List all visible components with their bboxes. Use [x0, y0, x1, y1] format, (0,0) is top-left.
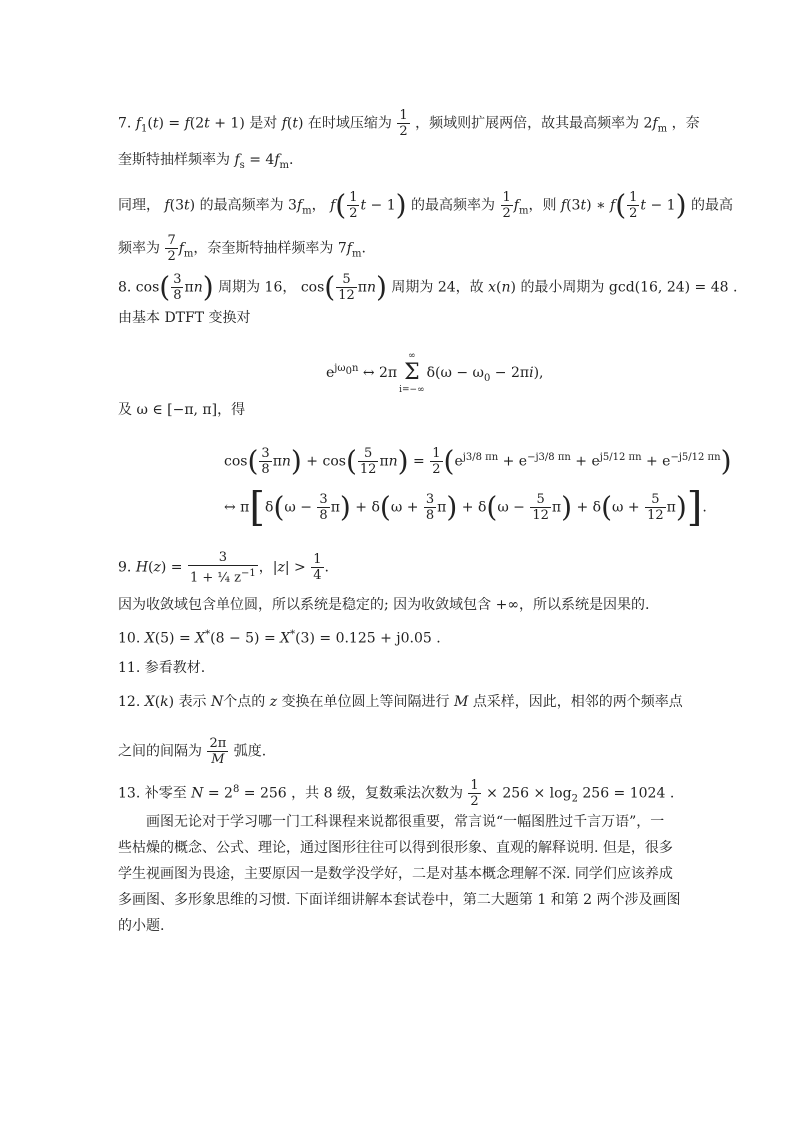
para-line-4: 多画图、多形象思维的习惯. 下面详细讲解本套试卷中，第二大题第 1 和第 2 两个涉及画图: [118, 892, 681, 908]
q7-line-3: 同理， f(3t) 的最高频率为 $3f_m$， f( $\frac{1}{2}$ t − 1) 的最高频率为 $\frac{1}{2}$ $f_m$，则 f(3t) ∗ f( $\frac{1}{2}$ t − 1) 的最高: [118, 188, 733, 222]
q9-line-2: 因为收敛域包含单位圆，所以系统是稳定的; 因为收敛域包含 +∞，所以系统是因果的.: [118, 597, 650, 613]
q7-line-2: 奎斯特抽样频率为 $f_s = 4f_m$.: [118, 152, 294, 171]
q9-number: 9.: [118, 559, 132, 576]
para-line-2: 些枯燥的概念、公式、理论，通过图形往往可以得到很形象、直观的解释说明. 但是，很多: [118, 840, 673, 856]
q7-number: 7.: [118, 115, 132, 132]
para-line-1: 画图无论对于学习哪一门工科课程来说都很重要，常言说“一幅图胜过千言万语”，一: [146, 814, 665, 830]
q9-line-1: 9. H(z) = $\frac{3}{1 + \frac{1}{4} z^{-1}}$ ，|z| > $\frac{1}{4}$ .: [118, 550, 329, 586]
q7-line-4: 频率为 $\frac{7}{2}$ $f_m$，奈奎斯特抽样频率为 $7f_m$.: [118, 233, 366, 264]
q12-line-1: 12. X(k) 表示 N个点的 z 变换在单位圆上等间隔进行 M 点采样，因此，相邻的两个频率点: [118, 694, 683, 710]
q10-line: 10. X(5) = X*(8 − 5) = X*(3) = 0.125 + j0.05 .: [118, 629, 441, 647]
q7-line-1: 7. $f_1(t) = f(2t + 1)$ 是对 f(t) 在时域压缩为 $\frac{1}{2}$ ，频域则扩展两倍，故其最高频率为 $2f_m$ ，奈: [118, 108, 700, 139]
q13-line: 13. 补零至 $N = 2^8 = 256$ ，共 8 级，复数乘法次数为 $\frac{1}{2}$ × $256 \times \log_2 256 = 1024$ .: [118, 778, 675, 809]
q12-line-2: 之间的间隔为 $\frac{2\pi}{M}$ 弧度.: [118, 736, 267, 767]
para-line-3: 学生视画图为畏途，主要原因一是数学没学好，二是对基本概念理解不深. 同学们应该养成: [118, 866, 673, 882]
cos-sum-equation: cos( $\frac{3}{8}$ πn) + cos( $\frac{5}{12}$ πn) = $\frac{1}{2}$ $(e^{j3/8 \pi n} + e^{-j3/8 \pi n} + e^{j5/12 \pi n} + e^{-j5/12 \pi n})$: [224, 444, 732, 478]
q13-number: 13.: [118, 785, 141, 802]
q8-number: 8.: [118, 279, 132, 296]
dtft-result-equation: ↔ π[δ(ω − $\frac{3}{8}$ π) + δ(ω + $\frac{3}{8}$ π) + δ(ω − $\frac{5}{12}$ π) + δ(ω + $\frac{5}{12}$ π)].: [224, 484, 707, 531]
q8-line-3: 及 ω ∈ [−π, π]，得: [118, 402, 246, 418]
para-line-5: 的小题.: [118, 918, 165, 934]
fraction-one-half: $\frac{1}{2}$: [399, 108, 408, 139]
q8-line-1: 8. cos( $\frac{3}{8}$ πn) 周期为 16， cos( $\frac{5}{12}$ πn) 周期为 24，故 x(n) 的最小周期为 gcd(16, 24) = 48 .: [118, 270, 738, 304]
dtft-pair-equation: $e^{j\omega_0n}$ ↔ 2π ∞ Σ i=−∞ $\delta(\omega - \omega_0 - 2\pi i)$,: [326, 351, 544, 395]
q12-number: 12.: [118, 694, 141, 710]
q11-line: 11. 参看教材.: [118, 660, 206, 676]
q10-number: 10.: [118, 630, 141, 647]
q11-number: 11.: [118, 660, 141, 676]
q8-line-2: 由基本 DTFT 变换对: [118, 310, 251, 326]
